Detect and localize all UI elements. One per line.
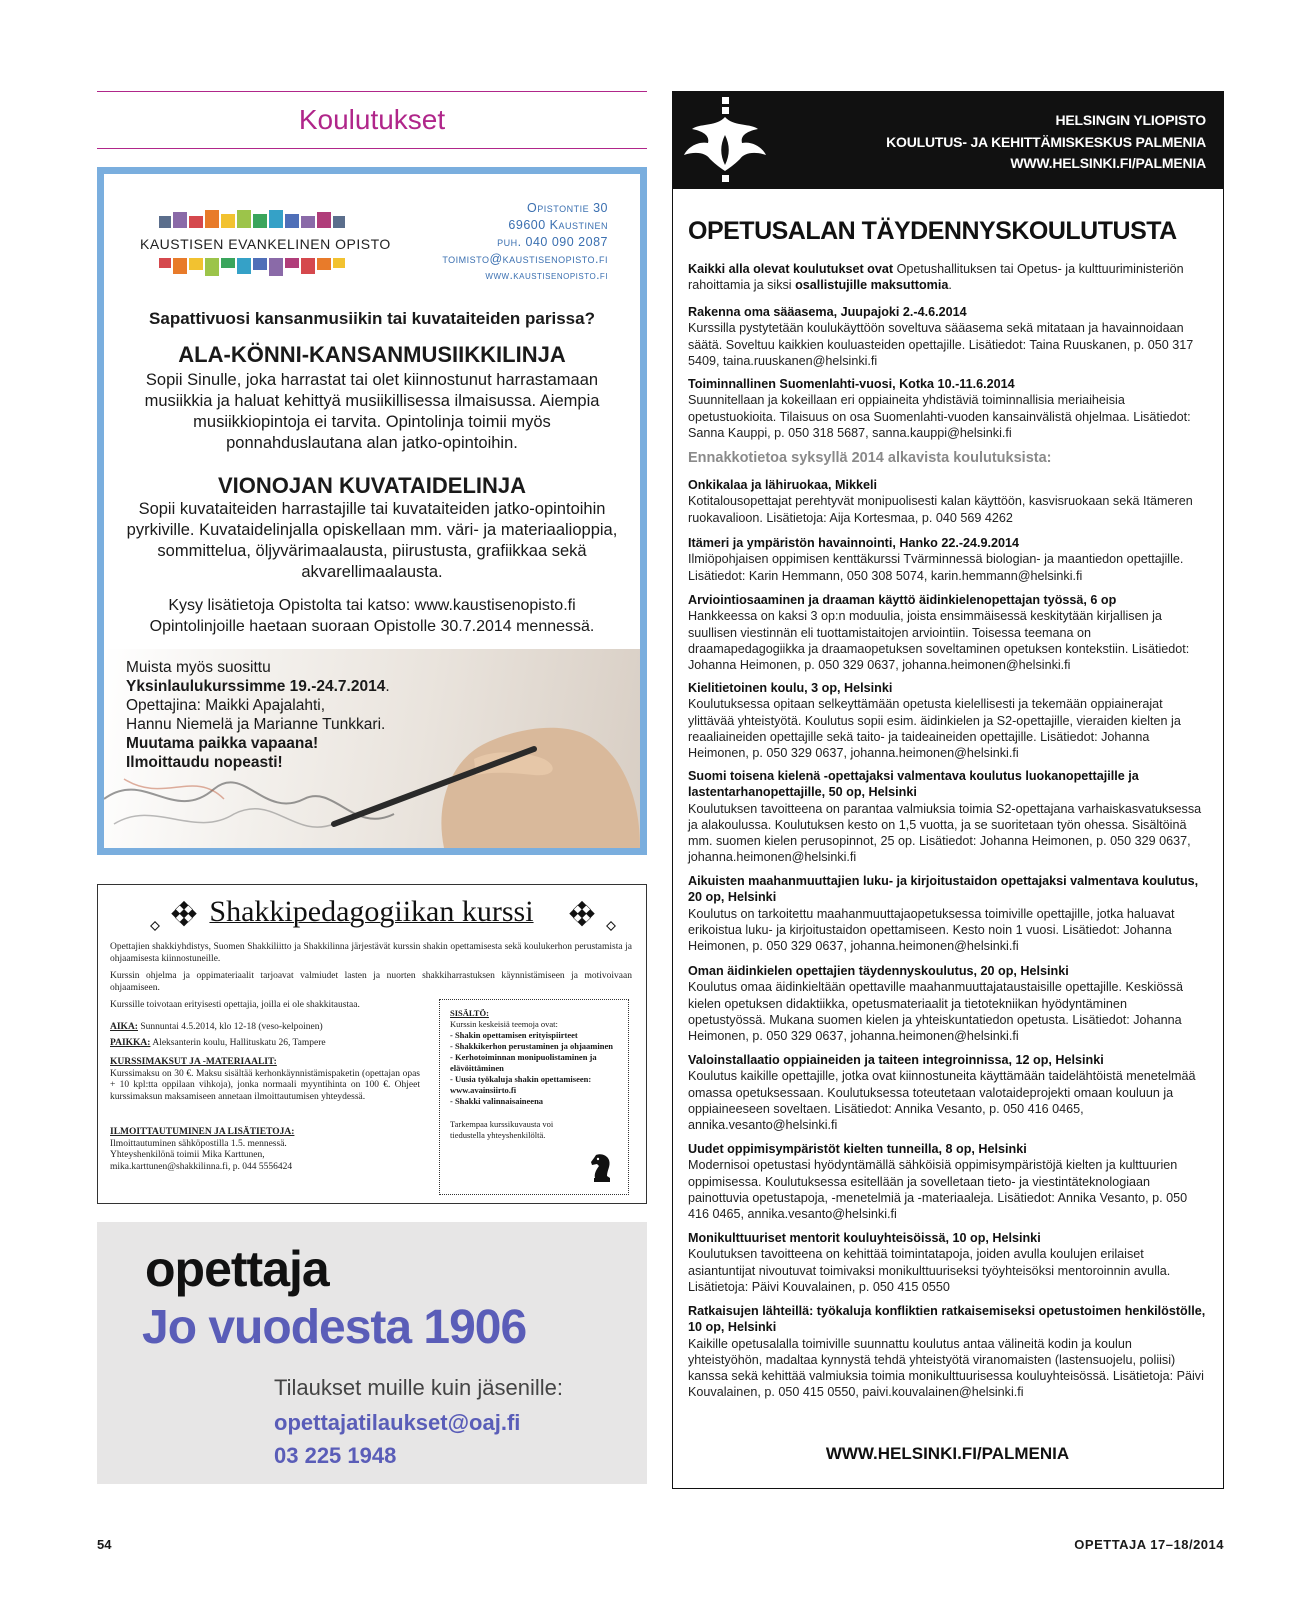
chess-fee-text: Kurssimaksu on 30 €. Maksu sisältää kerhonkäynnistämispaketin (opettajan opas + 10 kpl:tta oppilaan vihkoja), jonka normaali myyntihinta on 100 €. Ohjeet kurssimaksun maksamiseen annetaan ilmoittautumisen yhteydessä. <box>110 1068 420 1102</box>
chessboard-diamond-icon-right <box>560 897 620 937</box>
address-web[interactable]: www.kaustisenopisto.fi <box>485 270 608 282</box>
section-bottom-rule <box>97 148 647 149</box>
course-text: Modernisoi opetustasi hyödyntämällä sähköisiä oppimisympäristöjä kielten ja kulttuurien oppimisessa. Koulutuksessa esitellään ja sovelletaan tieto- ja viestintäteknologiaan painottuvia opetustapoja, -menetelmiä ja -materiaaleja. Lisätiedot: Annika Vesanto, p. 050 416 0465, annika.vesanto@helsinki.fi <box>688 1158 1188 1222</box>
course-text: Koulutuksessa opitaan selkeyttämään opetusta kielellisesti ja tekemään oppiainerajat ylittävää yhteistyötä. Koulutus sopii esim. äidinkielen ja S2-opettajille, vieraiden kielten ja reaaliaineiden opettajille sekä taito- ja taideaineiden opettajille. Lisätiedot: Johanna Heimonen, p. 050 329 0637, johanna.heimonen@helsinki.fi <box>688 697 1181 761</box>
memo-line-2 <box>126 677 390 696</box>
course-heading: Monikulttuuriset mentorit kouluyhteisöissä, 10 op, Helsinki <box>688 1231 1041 1245</box>
chess-course-ad <box>97 884 647 1204</box>
chess-fee <box>110 1057 420 1103</box>
course-item <box>688 376 1208 441</box>
address-email[interactable]: toimisto@kaustisenopisto.fi <box>442 252 608 266</box>
course-text: Ilmiöpohjaisen oppimisen kenttäkurssi Tvärminnessä biologian- ja maantiedon opettajille. Lisätiedot: Karin Hemmann, 050 308 5074, karin.hemmann@helsinki.fi <box>688 552 1184 583</box>
intro-text: Opetushallituksen tai Opetus- ja kulttuuriministeriön rahoittamia ja siksi <box>688 262 1184 293</box>
course-heading: Aikuisten maahanmuuttajien luku- ja kirjoitustaidon opettajaksi valmentava koulutus, 20 op, Helsinki <box>688 874 1199 905</box>
course-text: Koulutus on tarkoitettu maahanmuuttajaopetuksessa toimiville opettajille, jotka haluavat erikoistua luku- ja kirjoitustaidon opettamiseen. Kesto noin 1 vuosi. Lisätiedot: Johanna Heimonen, p. 050 329 0637, johanna.heimonen@helsinki.fi <box>688 906 1175 954</box>
course-item <box>688 873 1208 954</box>
helsinki-intro <box>688 261 1208 294</box>
course-item <box>688 1052 1208 1133</box>
chess-time-label: AIKA: <box>110 1022 138 1032</box>
flame-torch-logo-icon <box>680 95 770 185</box>
chess-reg-line-3[interactable]: mika.karttunen@shakkilinna.fi, p. 044 5556424 <box>110 1161 293 1172</box>
course-text: Koulutuksen tavoitteena on kehittää toimintatapoja, joiden avulla koulujen erilaiset asiantuntijat nivoutuvat toimivaksi monikulttuuriseksi työyhteisöksi mentoroinnin avulla. Lisätietoja: Päivi Kouvalainen, p. 050 415 0550 <box>688 1247 1171 1294</box>
opettaja-since: Jo vuodesta 1906 <box>142 1301 527 1354</box>
memo-line-6: Ilmoittaudu nopeasti! <box>126 754 283 771</box>
chess-reg-line-1: Ilmoittautuminen sähköpostilla 1.5. mennessä. <box>110 1138 287 1149</box>
intro-bold-2: osallistujille maksuttomia <box>795 278 949 293</box>
course-item <box>688 1141 1208 1222</box>
intro-bold: Kaikki alla olevat koulutukset ovat <box>688 262 894 276</box>
course-text: Koulutus omaa äidinkieltään opettaville maahanmuuttajataustaisille opettajille. Keskiössä kielen opetuksen didaktiikka, opetusmateriaalit ja tietotekniikan hyödyntäminen opetustyössä. Mukana suomen kielen ja yhteiskuntatiedon opetusta. Lisätiedot: Johanna Heimonen, p. 050 329 0637, johanna.heimonen@helsinki.fi <box>688 980 1183 1044</box>
kaustinen-ad <box>97 167 647 855</box>
memo-line-4: Hannu Niemelä ja Marianne Tunkkari. <box>126 716 386 733</box>
advance-info-heading <box>688 450 1208 466</box>
chess-box-item: - Shakin opettamisen erityispiirteet <box>450 1030 578 1040</box>
chess-program: Kurssin ohjelma ja oppimateriaalit tarjoavat valmiudet lasten ja nuorten shakkiharrastuksen käynnistämiseen ja motivoivaan ohjaamiseen. <box>110 971 632 993</box>
course-heading: Itämeri ja ympäristön havainnointi, Hanko 22.-24.9.2014 <box>688 536 1020 550</box>
course-text: Suunnitellaan ja kokeillaan eri oppiaineita yhdistäviä toiminnallisia meriaiheisia opetustuokioita. Tilaisuus on osa Suomenlahti-vuoden kansainvälistä ohjelmaa. Lisätiedot: Sanna Kauppi, p. 050 318 5687, sanna.kauppi@helsinki.fi <box>688 393 1191 440</box>
course-item <box>688 768 1208 866</box>
course-heading: Rakenna oma sääasema, Juupajoki 2.-4.6.2014 <box>688 305 967 319</box>
course-heading: Oman äidinkielen opettajien täydennyskoulutus, 20 op, Helsinki <box>688 964 1069 978</box>
course-heading: Arviointiosaaminen ja draaman käyttö äidinkielenopettajan työssä, 6 op <box>688 593 1117 607</box>
course-heading: Uudet oppimisympäristöt kielten tunneilla, 8 op, Helsinki <box>688 1142 1027 1156</box>
course-text: Kotitalousopettajat perehtyvät monipuolisesti kalan käyttöön, kasvisruokaan sekä Itämeren ruokavalioon. Lisätietoja: Aija Kortesmaa, p. 040 569 4262 <box>688 494 1193 525</box>
memo-line-5: Muutama paikka vapaana! <box>126 735 319 752</box>
kaustinen-address <box>442 200 608 285</box>
course-heading: Kielitietoinen koulu, 3 op, Helsinki <box>688 681 893 695</box>
opettaja-subscription-ad <box>97 1222 647 1484</box>
helsinki-header-text <box>886 110 1206 175</box>
music-title: ALA-KÖNNI-KANSANMUSIIKKILINJA <box>178 342 566 367</box>
chess-box-item: - Shakki valinnaisaineena <box>450 1096 544 1106</box>
section-top-rule <box>97 91 647 92</box>
kaustinen-info-web: Kysy lisätietoja Opistolta tai katso: www.kaustisenopisto.fi <box>168 597 576 614</box>
course-text: Koulutuksen tavoitteena on parantaa valmiuksia toimia S2-opettajana varhaiskasvatuksessa ja alakoulussa. Koulutuksen kesto on 1,5 vuotta, ja se suoritetaan työn ohessa. Sisältöinä mm. suomen kielen perusopinnot, 25 op. Lisätiedot: Johanna Heimonen, p. 050 329 0637, johanna.heimonen@helsinki.fi <box>688 801 1202 865</box>
course-text: Koulutus kaikille opettajille, jotka ovat kiinnostuneita käyttämään taidelähtöistä menetelmää omassa opetuksessaan. Koulutuksessa toteutetaan valotaideprojekti omaan kouluun ja oppiaineeseen soveltaen. Lisätiedot: Annika Vesanto, p. 050 416 0465, annika.vesanto@helsinki.fi <box>688 1069 1196 1133</box>
address-phone: puh. 040 090 2087 <box>497 235 608 249</box>
music-text: Sopii Sinulle, joka harrastat tai olet kiinnostunut harrastamaan musiikkia ja haluat kehittyä musiikillisessa ilmaisussa. Aiempia musiikkiopintoja ei tarvita. Opintolinja toimii myös ponnahduslautana alan jatko-opintoihin. <box>144 371 600 452</box>
memo-line-3: Opettajina: Maikki Apajalahti, <box>126 697 326 714</box>
section-title: Koulutukset <box>298 104 446 135</box>
chess-box-note: Tarkempaa kurssikuvausta voi tiedustella yhteyshenkilöltä. <box>450 1119 554 1140</box>
kaustinen-memo <box>126 658 390 772</box>
advance-title: Ennakkotietoa syksyllä 2014 alkavista koulutuksista: <box>688 450 1052 466</box>
helsinki-title: OPETUSALAN TÄYDENNYSKOULUTUSTA <box>688 217 1177 245</box>
course-heading: Onkikalaa ja lähiruokaa, Mikkeli <box>688 478 877 492</box>
intro-end: . <box>948 278 952 293</box>
course-item <box>688 1230 1208 1295</box>
course-item <box>688 680 1208 761</box>
address-city: 69600 Kaustinen <box>508 218 608 232</box>
memo-line-1: Muista myös suosittu <box>126 659 271 676</box>
course-item <box>688 535 1208 584</box>
chess-box-item: - Uusia työkaluja shakin opettamiseen: www.avainsiirto.fi <box>450 1074 592 1095</box>
chess-fee-label: KURSSIMAKSUT JA -MATERIAALIT: <box>110 1057 277 1067</box>
course-text: Hankkeessa on kaksi 3 op:n moduulia, joista ensimmäisessä keskitytään kirjallisen ja suullisen viestinnän eli tuottamistaitojen arviointiin. Toisessa teemana on draamapedagogiikka ja draamaopetuksen soveltaminen opetuksen kontekstiin. Lisätiedot: Johanna Heimonen, p. 050 329 0637, johanna.heimonen@helsinki.fi <box>688 609 1190 673</box>
course-item <box>688 304 1208 369</box>
chess-box-item: - Shakkikerhon perustaminen ja ohjaaminen <box>450 1041 613 1051</box>
page-number: 54 <box>97 1537 112 1552</box>
art-text: Sopii kuvataiteiden harrastajille tai kuvataiteiden jatko-opintoihin pyrkiville. Kuvataidelinjalla opiskellaan mm. väri- ja materiaalioppia, sommittelua, öljyvärimaalausta, piirustusta, grafiikkaa sekä akvarellimaalausta. <box>126 500 618 581</box>
chess-box-item: - Kerhotoiminnan monipuolistaminen ja elävöittäminen <box>450 1052 597 1073</box>
chess-place-value: Aleksanterin koulu, Hallituskatu 26, Tampere <box>152 1038 326 1048</box>
course-item <box>688 1303 1208 1401</box>
opettaja-logo: opettaja <box>145 1241 329 1297</box>
course-text: Kurssilla pystytetään koulukäyttöön soveltuva sääasema sekä mitataan ja havainnoidaan säätä. Soveltuu kaikkien kouluasteiden opettajille. Lisätiedot: Taina Ruuskanen, p. 050 317 5409, taina.ruuskanen@helsinki.fi <box>688 321 1194 368</box>
memo-course: Yksinlaulukurssimme 19.-24.7.2014 <box>126 678 386 695</box>
kaustinen-logo-name: KAUSTISEN EVANKELINEN OPISTO <box>140 236 391 252</box>
helsinki-header-url[interactable]: WWW.HELSINKI.FI/PALMENIA <box>1010 155 1206 171</box>
chess-title: Shakkipedagogiikan kurssi <box>209 895 534 928</box>
chess-place <box>110 1038 430 1050</box>
helsinki-header <box>672 91 1224 189</box>
chess-time <box>110 1022 430 1034</box>
chess-time-value: Sunnuntai 4.5.2014, klo 12-18 (veso-kelpoinen) <box>140 1022 323 1032</box>
issue-label: OPETTAJA 17–18/2014 <box>1074 1537 1224 1552</box>
course-text: Kaikille opetusalalla toimiville suunnattu koulutus antaa välineitä kodin ja koulun yhteistyöhön, madaltaa kynnystä tehdä yhteistyötä viranomaisten (lastensuojelu, poliisi) kanssa sekä kehittää valmiuksia toimia monikulttuurisessa kouluyhteisössä. Lisätietoja: Päivi Kouvalainen, p. 050 415 0550, paivi.kouvalainen@helsinki.fi <box>688 1336 1204 1400</box>
chess-reg-label: ILMOITTAUTUMINEN JA LISÄTIETOJA: <box>110 1127 295 1137</box>
course-item <box>688 592 1208 673</box>
address-street: Opistontie 30 <box>527 201 608 215</box>
chess-place-label: PAIKKA: <box>110 1038 151 1048</box>
chess-box-title: SISÄLTÖ: <box>450 1008 489 1018</box>
opettaja-subscription-text: Tilaukset muille kuin jäsenille: <box>274 1375 563 1400</box>
chess-registration <box>110 1127 430 1173</box>
opettaja-email[interactable]: opettajatilaukset@oaj.fi <box>274 1410 521 1435</box>
chess-intro: Opettajien shakkiyhdistys, Suomen Shakkiliitto ja Shakkilinna järjestävät kurssin shakin opettamisesta sekä koulukerhon perustamista ja ohjaamisesta kiinnostuneille. <box>110 942 632 964</box>
kaustinen-question: Sapattivuosi kansanmusiikin tai kuvataiteiden parissa? <box>149 309 595 328</box>
chess-audience: Kurssille toivotaan erityisesti opettajia, joilla ei ole shakkitaustaa. <box>110 1000 360 1010</box>
course-item <box>688 963 1208 1044</box>
knight-icon <box>588 1152 616 1184</box>
helsinki-palmenia: KOULUTUS- JA KEHITTÄMISKESKUS PALMENIA <box>886 133 1206 150</box>
opettaja-phone: 03 225 1948 <box>274 1443 397 1468</box>
course-heading: Valoinstallaatio oppiaineiden ja taiteen integroinnissa, 12 op, Helsinki <box>688 1053 1104 1067</box>
chess-content-box <box>439 999 629 1195</box>
art-title: VIONOJAN KUVATAIDELINJA <box>217 473 527 498</box>
course-item <box>688 477 1208 526</box>
chess-box-intro: Kurssin keskeisiä teemoja ovat: <box>450 1019 558 1029</box>
course-heading: Ratkaisujen lähteillä: työkaluja konfliktien ratkaisemiseksi opetustoimen henkilöstölle, 10 op, Helsinki <box>688 1304 1206 1335</box>
course-heading: Suomi toisena kielenä -opettajaksi valmentava koulutus luokanopettajille ja lastentarhanopettajille, 50 op, Helsinki <box>688 769 1139 800</box>
kaustinen-info-deadline: Opintolinjoille haetaan suoraan Opistolle 30.7.2014 mennessä. <box>149 618 595 635</box>
chess-reg-line-2: Yhteyshenkilönä toimii Mika Karttunen, <box>110 1150 265 1160</box>
helsinki-course-list <box>672 189 1224 1489</box>
course-heading: Toiminnallinen Suomenlahti-vuosi, Kotka 10.-11.6.2014 <box>688 377 1015 391</box>
helsinki-university: HELSINGIN YLIOPISTO <box>1055 112 1206 128</box>
helsinki-footer-url[interactable]: WWW.HELSINKI.FI/PALMENIA <box>825 1444 1070 1463</box>
memo-period: . <box>385 678 390 695</box>
